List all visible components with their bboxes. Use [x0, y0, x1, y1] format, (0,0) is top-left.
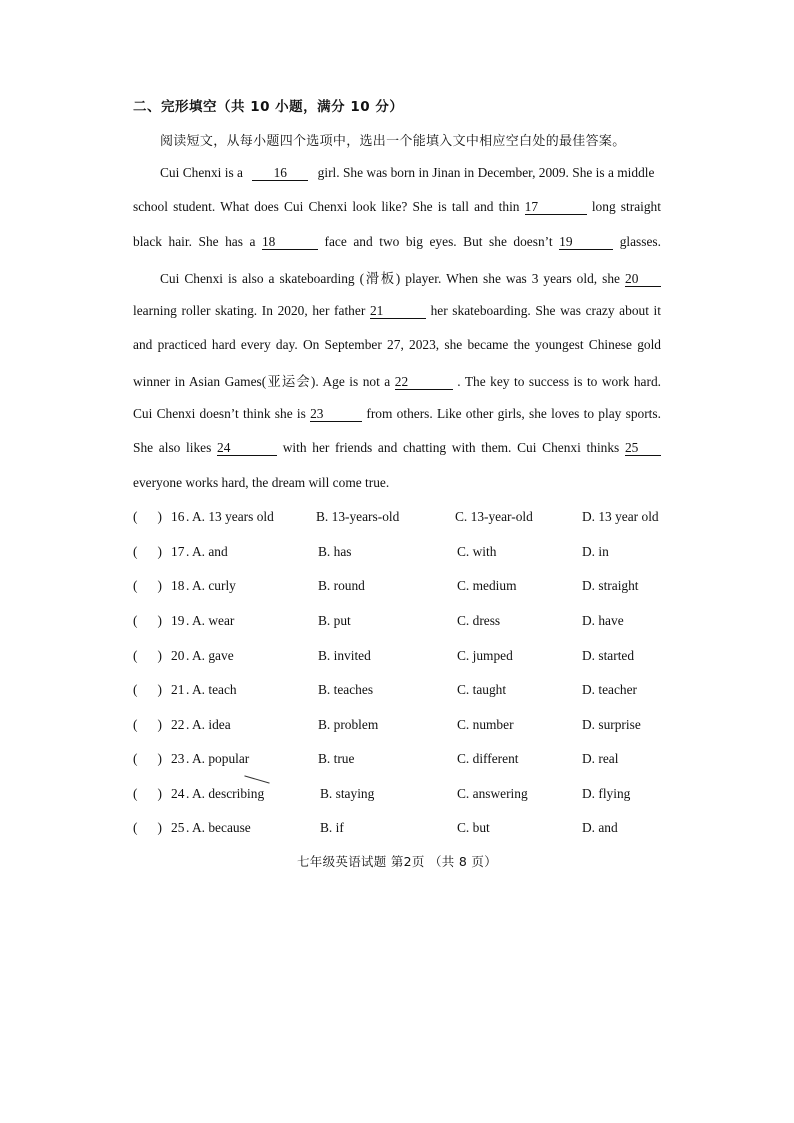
page-footer: 七年级英语试题 第2页 （共 8 页） — [297, 854, 497, 869]
question-row: ( ) 18 . A. curly B. round C. medium D. straight — [133, 578, 639, 593]
section-title: 二、完形填空（共 10 小题，满分 10 分） — [133, 99, 404, 115]
answer-paren[interactable]: ( ) — [133, 786, 163, 801]
question-number: 18 — [171, 578, 185, 593]
option-b[interactable]: B. problem — [318, 717, 379, 732]
option-b[interactable]: B. has — [318, 544, 352, 559]
question-row: ( ) 21 . A. teach B. teaches C. taught D. teacher — [133, 682, 638, 697]
passage-line-10: everyone works hard, the dream will come true. — [133, 475, 390, 490]
option-b[interactable]: B. round — [318, 578, 365, 593]
option-d[interactable]: D. straight — [582, 578, 639, 593]
passage-line-1: Cui Chenxi is a 16 girl. She was born in Jinan in December, 2009. She is a middle — [160, 165, 655, 180]
scan-artifact — [244, 775, 269, 783]
question-number: 24 — [171, 786, 185, 801]
option-b[interactable]: B. staying — [320, 786, 375, 801]
blank-22[interactable]: 22 — [395, 375, 453, 390]
blank-19[interactable]: 19 — [559, 235, 613, 250]
option-d[interactable]: D. 13 year old — [582, 509, 659, 524]
option-d[interactable]: D. teacher — [582, 682, 638, 697]
answer-paren[interactable]: ( ) — [133, 578, 163, 593]
passage-line-5: learning roller skating. In 2020, her father 21 her skateboarding. She was crazy about it — [133, 303, 662, 318]
answer-paren[interactable]: ( ) — [133, 509, 163, 524]
option-d[interactable]: D. flying — [582, 786, 631, 801]
blank-25[interactable]: 25 — [625, 441, 661, 456]
answer-paren[interactable]: ( ) — [133, 820, 163, 835]
answer-paren[interactable]: ( ) — [133, 613, 163, 628]
section-instruction: 阅读短文，从每小题四个选项中，选出一个能填入文中相应空白处的最佳答案。 — [160, 134, 626, 149]
question-row: ( ) 20 . A. gave B. invited C. jumped D. started — [133, 648, 635, 663]
question-number: 22 — [171, 717, 185, 732]
passage-line-4: Cui Chenxi is also a skateboarding (滑板) player. When she was 3 years old, she 20 — [160, 268, 661, 287]
blank-23[interactable]: 23 — [310, 407, 362, 422]
question-row: ( ) 17 . A. and B. has C. with D. in — [133, 544, 609, 559]
option-d[interactable]: D. in — [582, 544, 609, 559]
option-b[interactable]: B. 13-years-old — [316, 509, 400, 524]
question-row: ( ) 25 . A. because B. if C. but D. and — [133, 820, 618, 835]
blank-20[interactable]: 20 — [625, 272, 661, 287]
option-c[interactable]: C. jumped — [457, 648, 513, 663]
option-c[interactable]: C. different — [457, 751, 519, 766]
passage-line-2: school student. What does Cui Chenxi look like? She is tall and thin 17 long straight — [133, 199, 661, 214]
option-b[interactable]: B. if — [320, 820, 344, 835]
answer-paren[interactable]: ( ) — [133, 717, 163, 732]
question-row: ( ) 23 . A. popular B. true C. different D. real — [133, 751, 619, 766]
option-c[interactable]: C. number — [457, 717, 514, 732]
option-a[interactable]: A. 13 years old — [192, 509, 274, 524]
blank-16[interactable]: 16 — [252, 166, 308, 181]
option-a[interactable]: A. and — [192, 544, 228, 559]
option-a[interactable]: A. idea — [192, 717, 231, 732]
option-b[interactable]: B. teaches — [318, 682, 374, 697]
question-number: 17 — [171, 544, 185, 559]
passage-line-7: winner in Asian Games(亚运会). Age is not a 22 . The key to success is to work hard. — [133, 374, 661, 389]
option-d[interactable]: D. real — [582, 751, 619, 766]
question-row: ( ) 19 . A. wear B. put C. dress D. have — [133, 613, 624, 628]
passage-line-9: She also likes 24 with her friends and chatting with them. Cui Chenxi thinks 25 — [133, 440, 661, 456]
option-a[interactable]: A. because — [192, 820, 251, 835]
option-a[interactable]: A. describing — [192, 786, 265, 801]
option-a[interactable]: A. teach — [192, 682, 237, 697]
answer-paren[interactable]: ( ) — [133, 682, 163, 697]
question-number: 16 — [171, 509, 185, 524]
question-number: 19 — [171, 613, 185, 628]
question-number: 23 — [171, 751, 185, 766]
answer-paren[interactable]: ( ) — [133, 544, 163, 559]
blank-21[interactable]: 21 — [370, 304, 426, 319]
option-d[interactable]: D. and — [582, 820, 618, 835]
option-a[interactable]: A. popular — [192, 751, 250, 766]
option-c[interactable]: C. answering — [457, 786, 528, 801]
option-b[interactable]: B. put — [318, 613, 351, 628]
passage-line-6: and practiced hard every day. On September 27, 2023, she became the youngest Chinese gold — [133, 337, 661, 352]
option-c[interactable]: C. taught — [457, 682, 507, 697]
option-d[interactable]: D. have — [582, 613, 624, 628]
question-number: 25 — [171, 820, 185, 835]
option-d[interactable]: D. started — [582, 648, 635, 663]
question-row: ( ) 22 . A. idea B. problem C. number D. surprise — [133, 717, 641, 732]
option-a[interactable]: A. curly — [192, 578, 236, 593]
option-c[interactable]: C. medium — [457, 578, 517, 593]
passage-line-3: black hair. She has a 18 face and two big eyes. But she doesn’t 19 glasses. — [133, 234, 661, 249]
option-c[interactable]: C. but — [457, 820, 490, 835]
option-c[interactable]: C. 13-year-old — [455, 509, 533, 524]
passage-line-8: Cui Chenxi doesn’t think she is 23 from others. Like other girls, she loves to play sports. — [133, 406, 661, 421]
option-a[interactable]: A. gave — [192, 648, 234, 663]
option-b[interactable]: B. invited — [318, 648, 371, 663]
option-b[interactable]: B. true — [318, 751, 355, 766]
answer-paren[interactable]: ( ) — [133, 751, 163, 766]
option-c[interactable]: C. dress — [457, 613, 501, 628]
answer-paren[interactable]: ( ) — [133, 648, 163, 663]
option-a[interactable]: A. wear — [192, 613, 235, 628]
question-row: ( ) 16 . A. 13 years old B. 13-years-old C. 13-year-old D. 13 year old — [133, 509, 659, 524]
blank-18[interactable]: 18 — [262, 235, 318, 250]
blank-24[interactable]: 24 — [217, 441, 277, 456]
blank-17[interactable]: 17 — [525, 200, 587, 215]
question-row: ( ) 24 . A. describing B. staying C. answering D. flying — [133, 786, 631, 801]
question-number: 20 — [171, 648, 185, 663]
question-number: 21 — [171, 682, 185, 697]
option-d[interactable]: D. surprise — [582, 717, 641, 732]
option-c[interactable]: C. with — [457, 544, 497, 559]
